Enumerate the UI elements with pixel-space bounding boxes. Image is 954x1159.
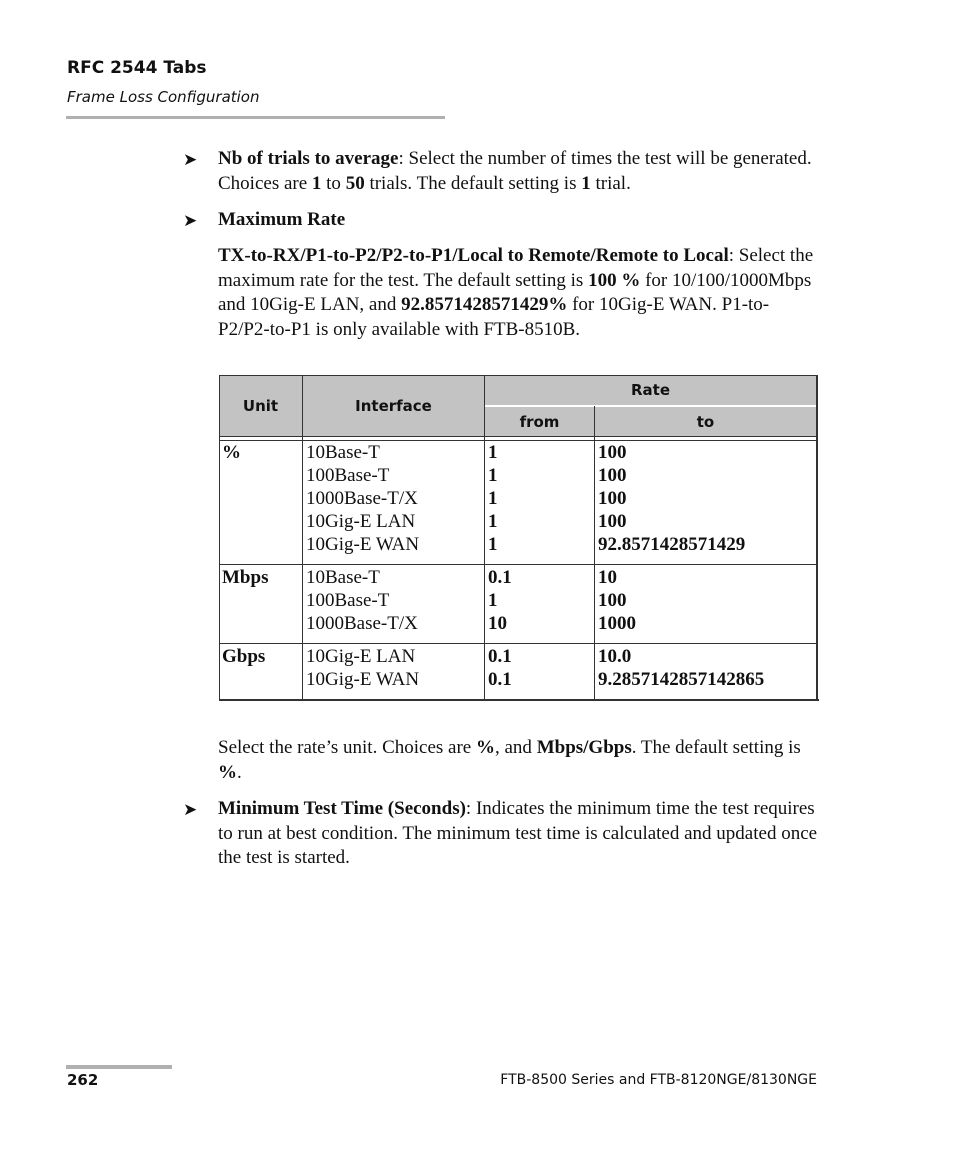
table-cell: 10 bbox=[488, 613, 507, 634]
max-rate-paragraph bbox=[218, 244, 818, 342]
col-line bbox=[302, 375, 303, 700]
max-rate-modes: TX-to-RX/P1-to-P2/P2-to-P1/Local to Remote/Remote to Local bbox=[218, 245, 729, 266]
col-line bbox=[816, 375, 818, 700]
row-unit: Gbps bbox=[222, 646, 266, 667]
footer-divider bbox=[66, 1065, 172, 1069]
table-cell: 0.1 bbox=[488, 669, 512, 690]
nb-trials-default: 1 bbox=[581, 172, 591, 194]
max-rate-text: for 10Gig-E WAN. P1-to-P2/P2-to-P1 is only available with FTB-8510B. bbox=[218, 294, 770, 340]
bullet-arrow-icon: ➤ bbox=[183, 211, 198, 231]
nb-trials-paragraph bbox=[218, 147, 818, 196]
col-line bbox=[484, 375, 485, 700]
max-rate-heading bbox=[218, 208, 818, 233]
row-divider bbox=[219, 643, 817, 644]
table-cell: 100Base-T bbox=[306, 590, 390, 611]
unit-note-text: . bbox=[237, 761, 242, 783]
table-cell: 10Base-T bbox=[306, 567, 380, 588]
row-to bbox=[598, 566, 636, 635]
row-from bbox=[488, 441, 498, 556]
nb-trials-text: : Select the number of times the test will be generated. Choices are bbox=[218, 148, 812, 194]
table-border-bottom bbox=[219, 699, 819, 701]
table-cell: 1000Base-T/X bbox=[306, 613, 418, 634]
section-title: RFC 2544 Tabs bbox=[67, 58, 207, 78]
nb-trials-text: trials. The default setting is bbox=[364, 172, 582, 194]
table-cell: 1000Base-T/X bbox=[306, 488, 418, 509]
row-to bbox=[598, 441, 745, 556]
table-cell: 10Gig-E LAN bbox=[306, 646, 416, 667]
table-cell: 100 bbox=[598, 465, 627, 486]
table-header-bottom bbox=[219, 436, 817, 437]
unit-note-text: Select the rate’s unit. Choices are bbox=[218, 737, 476, 758]
header-divider bbox=[66, 116, 445, 119]
unit-choice-mbps: Mbps/Gbps bbox=[536, 737, 632, 758]
max-rate-default-pct: 100 % bbox=[588, 269, 641, 291]
col-line bbox=[219, 375, 220, 700]
table-cell: 1 bbox=[488, 534, 498, 555]
page-number: 262 bbox=[67, 1071, 99, 1089]
max-rate-label: Maximum Rate bbox=[218, 209, 346, 230]
unit-choice-pct: % bbox=[476, 737, 495, 758]
header-to: to bbox=[595, 407, 816, 436]
row-from bbox=[488, 566, 512, 635]
max-rate-default-wan: 92.8571428571429% bbox=[401, 294, 568, 315]
min-test-time-paragraph bbox=[218, 797, 818, 871]
header-from: from bbox=[485, 407, 594, 436]
max-rate-text: : Select the maximum rate for the test. The default setting is bbox=[218, 245, 814, 291]
table-cell: 100 bbox=[598, 590, 627, 611]
bullet-arrow-icon: ➤ bbox=[183, 150, 198, 170]
table-cell: 10Base-T bbox=[306, 442, 380, 463]
unit-note-text: . The default setting is bbox=[631, 737, 801, 758]
table-cell: 1 bbox=[488, 465, 498, 486]
row-interfaces bbox=[306, 441, 419, 556]
row-from bbox=[488, 645, 512, 691]
table-cell: 1000 bbox=[598, 613, 636, 634]
table-cell: 10Gig-E WAN bbox=[306, 669, 420, 690]
unit-note-paragraph bbox=[218, 736, 818, 785]
col-line bbox=[594, 406, 595, 700]
rate-table bbox=[219, 375, 819, 702]
nb-trials-text: to bbox=[321, 172, 346, 194]
table-cell: 100 bbox=[598, 511, 627, 532]
table-border-top bbox=[219, 375, 817, 376]
bullet-arrow-icon: ➤ bbox=[183, 800, 198, 820]
table-cell: 10 bbox=[598, 567, 617, 588]
unit-note-text: , and bbox=[495, 737, 537, 758]
row-to bbox=[598, 645, 764, 691]
table-cell: 92.8571428571429 bbox=[598, 534, 746, 555]
table-cell: 0.1 bbox=[488, 567, 512, 588]
nb-trials-min: 1 bbox=[311, 172, 322, 194]
unit-default: % bbox=[218, 761, 237, 783]
table-cell: 10Gig-E WAN bbox=[306, 534, 420, 555]
table-cell: 1 bbox=[488, 511, 498, 532]
subsection-title: Frame Loss Configuration bbox=[67, 88, 260, 106]
nb-trials-text: trial. bbox=[590, 172, 631, 194]
row-interfaces bbox=[306, 566, 418, 635]
table-cell: 100 bbox=[598, 488, 627, 509]
min-test-time-text: : Indicates the minimum time the test requires to run at best condition. The minimum test time is calculated and updated once the test is started. bbox=[218, 798, 818, 868]
table-cell: 1 bbox=[488, 442, 498, 463]
nb-trials-max: 50 bbox=[345, 172, 365, 194]
table-cell: 100Base-T bbox=[306, 465, 390, 486]
row-interfaces bbox=[306, 645, 419, 691]
table-cell: 10.0 bbox=[598, 646, 632, 667]
table-cell: 9.2857142857142865 bbox=[598, 669, 765, 690]
table-cell: 10Gig-E LAN bbox=[306, 511, 416, 532]
row-divider bbox=[219, 564, 817, 565]
product-name: FTB-8500 Series and FTB-8120NGE/8130NGE bbox=[500, 1072, 817, 1088]
row-unit: Mbps bbox=[222, 567, 269, 588]
table-cell: 1 bbox=[488, 590, 498, 611]
header-interface: Interface bbox=[303, 375, 484, 436]
table-cell: 1 bbox=[488, 488, 498, 509]
min-test-time-label: Minimum Test Time (Seconds) bbox=[218, 798, 466, 819]
header-rate: Rate bbox=[485, 375, 816, 405]
max-rate-text: for 10/100/1000Mbps and 10Gig-E LAN, and bbox=[218, 269, 812, 315]
row-unit: % bbox=[222, 442, 241, 463]
header-unit: Unit bbox=[219, 375, 302, 436]
table-cell: 0.1 bbox=[488, 646, 512, 667]
nb-trials-label: Nb of trials to average bbox=[218, 148, 399, 169]
table-cell: 100 bbox=[598, 442, 627, 463]
